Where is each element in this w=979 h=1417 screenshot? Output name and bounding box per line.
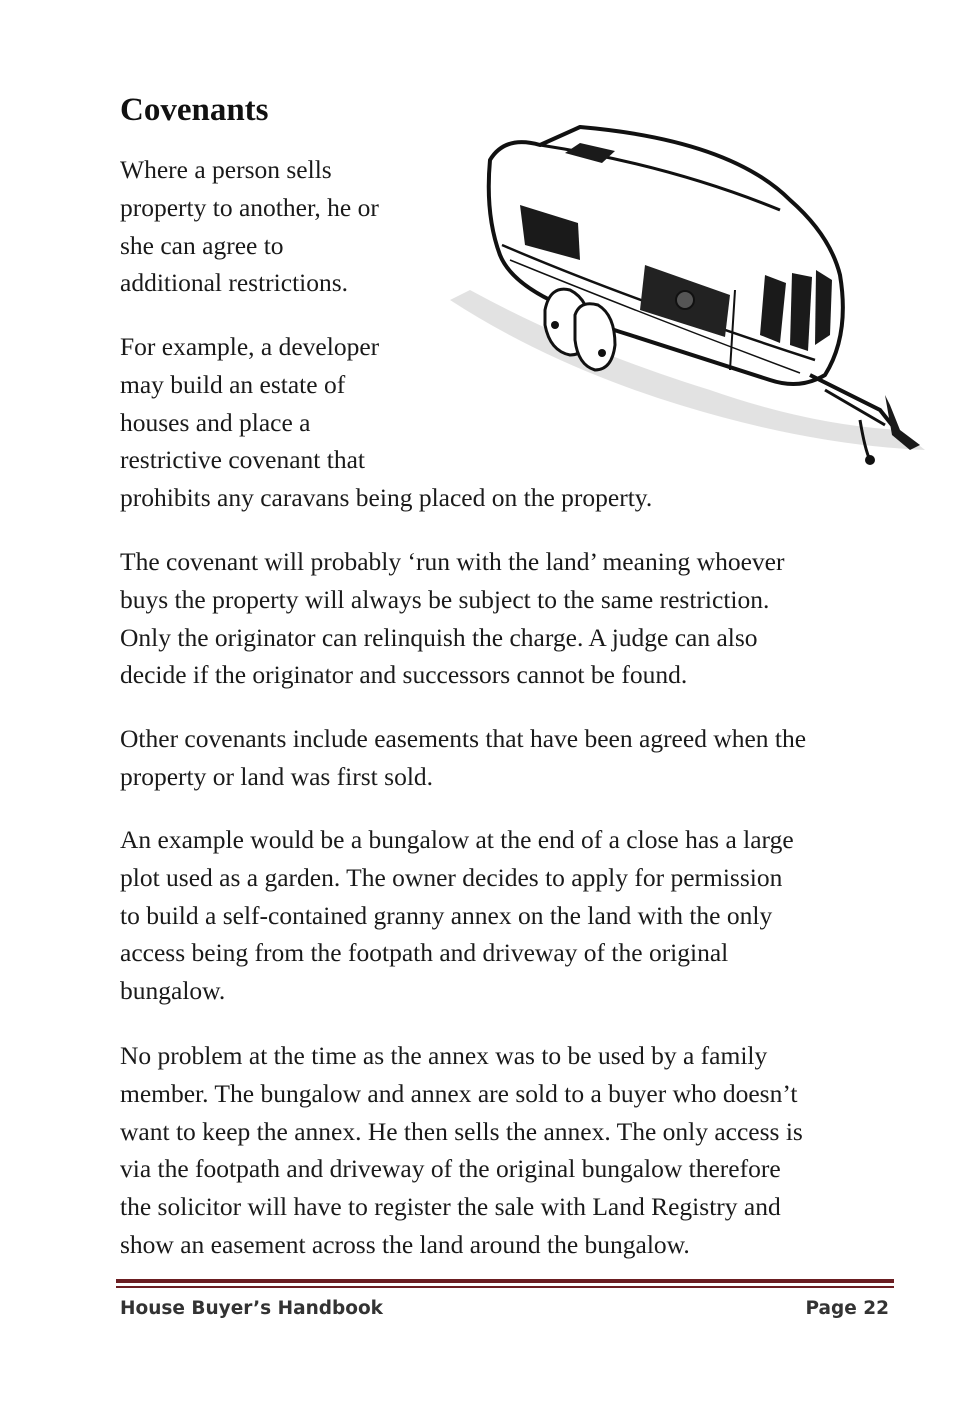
text-line: For example, a developer: [120, 332, 380, 361]
text-line: The covenant will probably ‘run with the land’ meaning whoever: [120, 547, 785, 576]
text-line: to build a self-contained granny annex on the land with the only: [120, 900, 773, 930]
text-line: decide if the originator and successors cannot be found.: [120, 660, 688, 690]
text-line: member. The bungalow and annex are sold to a buyer who doesn’t: [120, 1078, 798, 1108]
paragraph-2: [120, 328, 900, 517]
footer-rule-thin: [116, 1286, 894, 1288]
text-line: houses and place a: [120, 407, 311, 437]
paragraph-1: [120, 151, 900, 302]
text-line: plot used as a garden. The owner decides to apply for permission: [120, 862, 783, 892]
text-line: prohibits any caravans being placed on the property.: [120, 483, 653, 513]
footer-book-title: House Buyer’s Handbook: [120, 1298, 383, 1319]
text-line: Where a person sells: [120, 155, 332, 184]
paragraph-5: [120, 821, 900, 1010]
text-line: property or land was first sold.: [120, 761, 434, 791]
paragraph-3: [120, 543, 900, 694]
text-line: No problem at the time as the annex was to be used by a family: [120, 1041, 768, 1070]
text-line: Other covenants include easements that have been agreed when the: [120, 724, 807, 753]
text-line: bungalow.: [120, 976, 226, 1006]
text-line: show an easement across the land around the bungalow.: [120, 1229, 690, 1259]
text-line: access being from the footpath and driveway of the original: [120, 938, 729, 968]
text-line: An example would be a bungalow at the end of a close has a large: [120, 825, 794, 854]
text-line: buys the property will always be subject to the same restriction.: [120, 584, 770, 614]
text-line: via the footpath and driveway of the original bungalow therefore: [120, 1154, 781, 1184]
paragraph-6: [120, 1037, 900, 1264]
text-line: want to keep the annex. He then sells the annex. The only access is: [120, 1116, 803, 1146]
paragraph-4: [120, 720, 900, 796]
footer-rule: [116, 1279, 894, 1283]
text-line: restrictive covenant that: [120, 445, 365, 475]
text-line: property to another, he or: [120, 192, 379, 222]
text-line: the solicitor will have to register the sale with Land Registry and: [120, 1192, 781, 1222]
text-line: additional restrictions.: [120, 268, 349, 298]
footer-page-number: Page 22: [805, 1298, 889, 1319]
text-line: she can agree to: [120, 230, 284, 260]
text-line: may build an estate of: [120, 369, 346, 399]
section-heading: Covenants: [120, 92, 269, 128]
text-line: Only the originator can relinquish the charge. A judge can also: [120, 622, 758, 652]
